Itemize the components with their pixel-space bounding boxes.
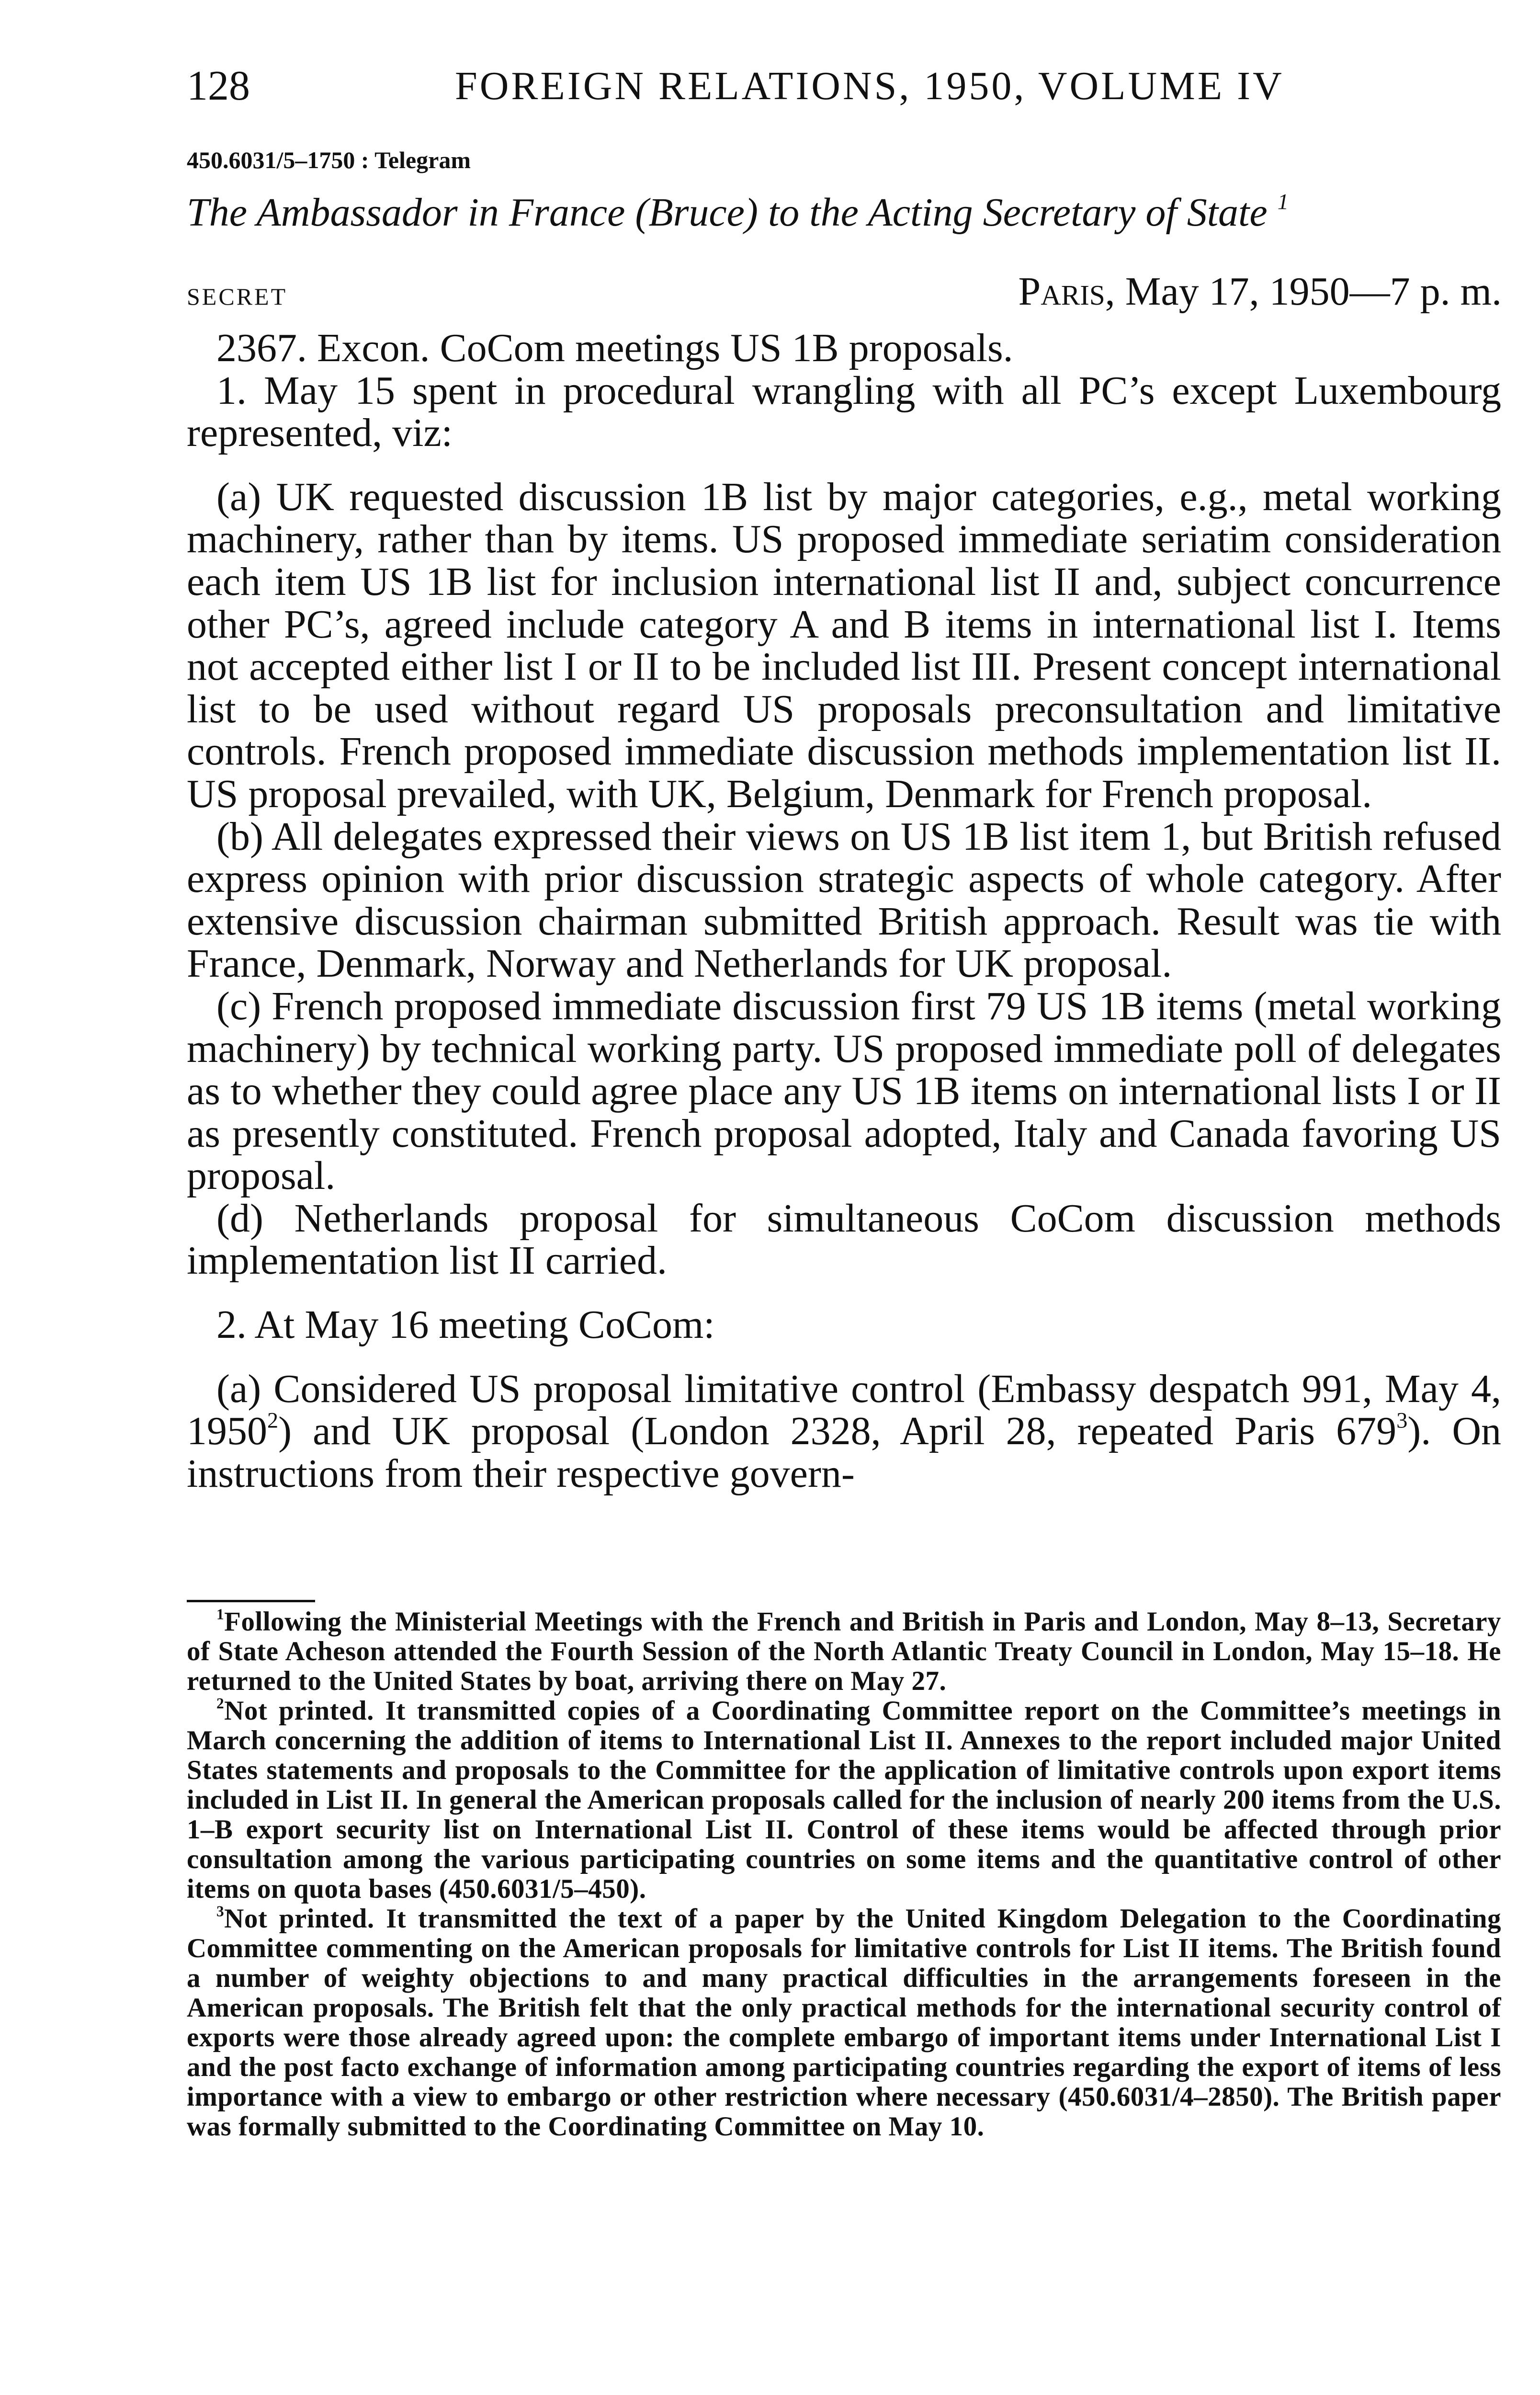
- footnote-3-text: Not printed. It transmitted the text of a paper by the United Kingdom Delegation to the Coordinating Committee commenting on the American proposals for limitative controls for List II items. The British found a number of weighty objections to and many practical difficulties in the arrangements foreseen in the American proposals. The British felt that the only practical methods for the international security control of exports were those already agreed upon: the complete embargo of important items under International List I and the post facto exchange of information among participating countries regarding the export of items of less importance with a view to embargo or other restriction where necessary (450.6031/4–2850). The British paper was formally submitted to the Coordinating Committee on May 10.: [187, 1904, 1501, 2142]
- paragraph-2a: [187, 1368, 1501, 1495]
- footnote-2: [187, 1696, 1501, 1904]
- classification-label: SECRET: [187, 283, 288, 310]
- footnote-ref-3: 3: [1396, 1408, 1408, 1433]
- paragraph-2a-part3: ). On instructions from their respective govern-: [187, 1409, 1501, 1496]
- paragraph-1b: (b) All delegates expressed their views on US 1B list item 1, but British refused express opinion with prior discussion strategic aspects of whole category. After extensive discussion chairman submitted British approach. Result was tie with France, Denmark, Norway and Netherlands for UK proposal.: [187, 814, 1501, 986]
- paragraph-1c: (c) French proposed immediate discussion first 79 US 1B items (metal working machinery) by technical working party. US proposed immediate poll of delegates as to whether they could agree place any US 1B items on international lists I or II as presently constituted. French proposal adopted, Italy and Canada favoring US proposal.: [187, 983, 1501, 1198]
- paragraph-1d: (d) Netherlands proposal for simultaneous CoCom discussion methods implementation list II carried.: [187, 1196, 1501, 1283]
- paragraph-2: 2. At May 16 meeting CoCom:: [216, 1302, 715, 1347]
- paragraph-2a-part1: (a) Considered US proposal limitative control (Embassy despatch 991, May 4, 1950: [187, 1366, 1501, 1454]
- running-title: FOREIGN RELATIONS, 1950, VOLUME IV: [455, 64, 1284, 108]
- document-title-text: The Ambassador in France (Bruce) to the Acting Secretary of State: [187, 190, 1268, 235]
- page-number: 128: [187, 63, 250, 109]
- footnote-1-number: 1: [216, 1606, 225, 1623]
- place-date-line: [1019, 268, 1502, 315]
- footnote-3: [187, 1904, 1501, 2142]
- dateline-place: Paris,: [1018, 269, 1115, 314]
- document-title: [187, 189, 1289, 236]
- paragraph-2a-part2: ) and UK proposal (London 2328, April 28, repeated Paris 679: [278, 1409, 1397, 1454]
- paragraph-1: 1. May 15 spent in procedural wrangling with all PC’s except Luxembourg represented, viz:: [187, 368, 1501, 456]
- running-header: [187, 46, 1484, 127]
- telegram-body: [187, 327, 1501, 1495]
- footnote-2-number: 2: [216, 1695, 225, 1712]
- footnote-ref-1: 1: [1277, 189, 1289, 214]
- footnote-2-text: Not printed. It transmitted copies of a Coordinating Committee report on the Committee’s meetings in March concerning the addition of items to International List II. Annexes to the report included major United States statements and proposals to the Committee for the application of limitative controls upon export items included in List II. In general the American proposals called for the inclusion of nearly 200 items from the U.S. 1–B export security list on International List II. Control of these items would be affected through prior consultation among the various participating countries on some items and the quantitative control of other items on quota bases (450.6031/5–450).: [187, 1696, 1501, 1904]
- footnote-1-text: Following the Ministerial Meetings with the French and British in Paris and London, May 8–13, Secretary of State Acheson attended the Fourth Session of the North Atlantic Treaty Council in London, May 15–18. He returned to the United States by boat, arriving there on May 27.: [187, 1607, 1501, 1696]
- footnote-1: [187, 1607, 1501, 1696]
- footnote-rule: [187, 1600, 315, 1602]
- file-number: 450.6031/5–1750 : Telegram: [187, 147, 471, 173]
- footnotes: [187, 1607, 1501, 2142]
- dateline-date: May 17, 1950—7 p. m.: [1125, 269, 1502, 314]
- footnote-3-number: 3: [216, 1903, 225, 1920]
- paragraph-subject: 2367. Excon. CoCom meetings US 1B proposals.: [216, 326, 1013, 370]
- paragraph-1a: (a) UK requested discussion 1B list by major categories, e.g., metal working machinery, rather than by items. US proposed immediate seriatim consideration each item US 1B list for inclusion international list II and, subject concurrence other PC’s, agreed include category A and B items in international list I. Items not accepted either list I or II to be included list III. Present concept international list to be used without regard US proposals preconsultation and limitative controls. French proposed immediate discussion methods implementation list II. US proposal prevailed, with UK, Belgium, Denmark for French proposal.: [187, 474, 1501, 816]
- footnote-ref-2: 2: [267, 1408, 279, 1433]
